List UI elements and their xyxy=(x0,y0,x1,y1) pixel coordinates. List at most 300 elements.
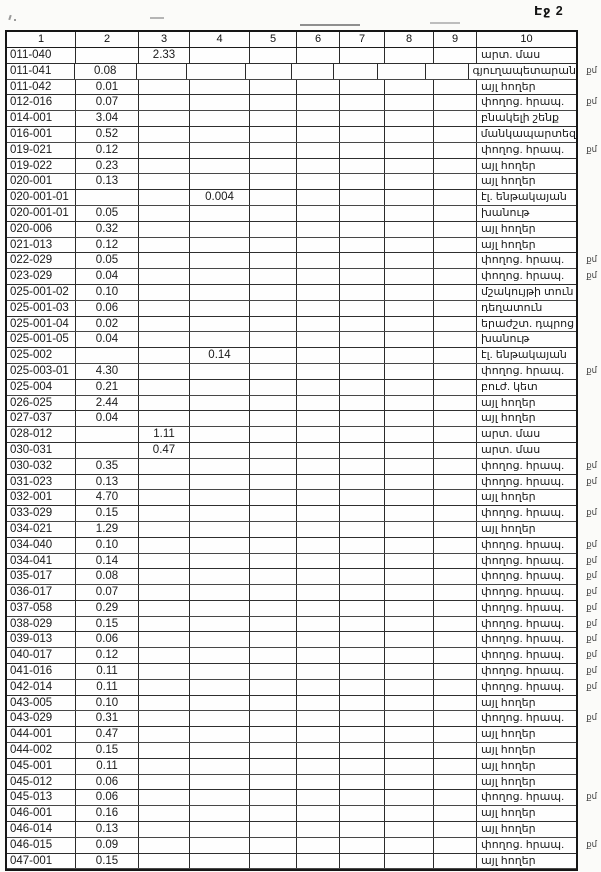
land-use-cell: փողոց. հրապ. xyxy=(481,538,565,551)
empty-cell xyxy=(250,475,297,490)
parcel-code-cell: 038-029 xyxy=(7,617,76,632)
table-row xyxy=(7,554,597,570)
parcel-code-cell: 044-001 xyxy=(7,727,76,742)
area-value-cell xyxy=(139,727,190,742)
empty-cell xyxy=(385,775,434,790)
empty-cell xyxy=(340,443,385,458)
area-value-cell: 0.04 xyxy=(76,332,139,347)
empty-cell xyxy=(250,696,297,711)
land-use-cell: փողոց. հրապ. xyxy=(481,364,565,377)
empty-cell xyxy=(250,222,297,237)
area-value-cell xyxy=(190,475,250,490)
empty-cell xyxy=(297,48,340,63)
land-use-cell: փողոց. հրապ. xyxy=(481,601,565,614)
page-number-label: Էջ 2 xyxy=(534,4,564,18)
empty-cell xyxy=(434,80,477,95)
empty-cell xyxy=(340,127,385,142)
area-value-cell xyxy=(139,364,190,379)
table-row xyxy=(7,127,576,143)
empty-cell xyxy=(426,64,468,79)
empty-cell xyxy=(434,490,477,505)
land-use-cell: փողոց. հրապ. xyxy=(481,554,565,567)
empty-cell xyxy=(434,459,477,474)
empty-cell xyxy=(434,190,477,205)
empty-cell xyxy=(250,490,297,505)
empty-cell xyxy=(297,601,340,616)
area-value-cell: 4.30 xyxy=(76,364,139,379)
margin-annotation: քմ xyxy=(586,507,597,518)
area-value-cell: 0.13 xyxy=(76,174,139,189)
empty-cell xyxy=(297,680,340,695)
empty-cell xyxy=(297,522,340,537)
margin-annotation: քմ xyxy=(586,633,597,644)
land-use-cell: այլ հողեր xyxy=(481,775,536,788)
empty-cell xyxy=(385,127,434,142)
empty-cell xyxy=(250,143,297,158)
empty-cell xyxy=(250,396,297,411)
table-row xyxy=(7,506,597,522)
empty-cell xyxy=(385,711,434,726)
area-value-cell xyxy=(139,301,190,316)
area-value-cell: 0.08 xyxy=(75,64,137,79)
empty-cell xyxy=(340,711,385,726)
empty-cell xyxy=(250,427,297,442)
empty-cell xyxy=(250,301,297,316)
table-row xyxy=(7,475,597,491)
empty-cell xyxy=(385,554,434,569)
table-row xyxy=(7,143,597,159)
empty-cell xyxy=(250,253,297,268)
land-use-cell: այլ հողեր xyxy=(481,491,536,504)
empty-cell xyxy=(250,111,297,126)
area-value-cell xyxy=(190,538,250,553)
land-use-cell: երաժշտ. դպրոց xyxy=(481,317,575,330)
area-value-cell: 0.47 xyxy=(76,727,139,742)
area-value-cell: 0.09 xyxy=(76,838,139,853)
land-use-cell: փողոց. հրապ. xyxy=(481,665,565,678)
area-value-cell: 0.06 xyxy=(76,790,139,805)
area-value-cell xyxy=(139,522,190,537)
empty-cell xyxy=(250,569,297,584)
empty-cell xyxy=(297,285,340,300)
area-value-cell: 0.11 xyxy=(76,680,139,695)
land-use-cell: այլ հողեր xyxy=(481,696,536,709)
empty-cell xyxy=(297,301,340,316)
empty-cell xyxy=(385,743,434,758)
area-value-cell: 0.10 xyxy=(76,538,139,553)
empty-cell xyxy=(297,775,340,790)
empty-cell xyxy=(340,238,385,253)
empty-cell xyxy=(340,538,385,553)
empty-cell xyxy=(434,601,477,616)
empty-cell xyxy=(385,459,434,474)
empty-cell xyxy=(340,648,385,663)
land-use-cell: այլ հողեր xyxy=(481,807,536,820)
table-row xyxy=(7,854,576,870)
empty-cell xyxy=(434,838,477,853)
empty-cell xyxy=(340,206,385,221)
area-value-cell xyxy=(190,664,250,679)
empty-cell xyxy=(385,380,434,395)
parcel-code-cell: 037-058 xyxy=(7,601,76,616)
empty-cell xyxy=(385,475,434,490)
parcel-code-cell: 035-017 xyxy=(7,569,76,584)
empty-cell xyxy=(297,459,340,474)
margin-annotation: քմ xyxy=(586,96,597,107)
area-value-cell: 0.10 xyxy=(76,285,139,300)
empty-cell xyxy=(385,759,434,774)
land-use-cell: այլ հողեր xyxy=(481,222,536,235)
column-header: 8 xyxy=(385,32,434,47)
area-value-cell: 0.02 xyxy=(76,317,139,332)
area-value-cell: 0.16 xyxy=(76,806,139,821)
area-value-cell xyxy=(139,648,190,663)
empty-cell xyxy=(250,854,297,869)
parcel-code-cell: 045-013 xyxy=(7,790,76,805)
table-row xyxy=(7,427,576,443)
table-body xyxy=(7,48,597,869)
empty-cell xyxy=(250,601,297,616)
land-use-cell: փողոց. հրապ. xyxy=(481,712,565,725)
area-value-cell xyxy=(139,111,190,126)
empty-cell xyxy=(250,364,297,379)
area-value-cell xyxy=(190,411,250,426)
parcel-code-cell: 025-002 xyxy=(7,348,76,363)
empty-cell xyxy=(434,238,477,253)
parcel-code-cell: 028-012 xyxy=(7,427,76,442)
empty-cell xyxy=(250,775,297,790)
empty-cell xyxy=(340,190,385,205)
empty-cell xyxy=(297,443,340,458)
area-value-cell: 0.14 xyxy=(190,348,250,363)
area-value-cell: 0.47 xyxy=(139,443,190,458)
empty-cell xyxy=(340,522,385,537)
table-row xyxy=(7,348,576,364)
empty-cell xyxy=(297,648,340,663)
empty-cell xyxy=(385,727,434,742)
empty-cell xyxy=(340,285,385,300)
table-row xyxy=(7,743,576,759)
empty-cell xyxy=(434,174,477,189)
area-value-cell: 0.004 xyxy=(190,190,250,205)
empty-cell xyxy=(434,648,477,663)
parcel-code-cell: 025-001-03 xyxy=(7,301,76,316)
margin-annotation: քմ xyxy=(586,475,597,486)
table-row xyxy=(7,285,576,301)
area-value-cell xyxy=(190,775,250,790)
area-value-cell xyxy=(190,822,250,837)
empty-cell xyxy=(385,648,434,663)
land-use-cell: այլ հողեր xyxy=(481,412,536,425)
empty-cell xyxy=(385,364,434,379)
empty-cell xyxy=(297,743,340,758)
empty-cell xyxy=(297,411,340,426)
area-value-cell xyxy=(139,475,190,490)
area-value-cell: 0.35 xyxy=(76,459,139,474)
empty-cell xyxy=(250,743,297,758)
empty-cell xyxy=(434,111,477,126)
area-value-cell xyxy=(139,159,190,174)
area-value-cell: 0.10 xyxy=(76,696,139,711)
empty-cell xyxy=(250,127,297,142)
empty-cell xyxy=(385,111,434,126)
empty-cell xyxy=(340,822,385,837)
empty-cell xyxy=(385,538,434,553)
area-value-cell xyxy=(190,95,250,110)
empty-cell xyxy=(340,317,385,332)
empty-cell xyxy=(434,822,477,837)
empty-cell xyxy=(385,332,434,347)
empty-cell xyxy=(385,190,434,205)
area-value-cell xyxy=(190,301,250,316)
empty-cell xyxy=(250,332,297,347)
parcel-code-cell: 030-032 xyxy=(7,459,76,474)
parcel-code-cell: 040-017 xyxy=(7,648,76,663)
empty-cell xyxy=(340,696,385,711)
parcel-code-cell: 046-014 xyxy=(7,822,76,837)
area-value-cell xyxy=(139,822,190,837)
column-header: 5 xyxy=(250,32,297,47)
empty-cell xyxy=(250,727,297,742)
empty-cell xyxy=(250,822,297,837)
table-row xyxy=(7,332,576,348)
column-header: 2 xyxy=(76,32,139,47)
empty-cell xyxy=(250,206,297,221)
parcel-code-cell: 043-029 xyxy=(7,711,76,726)
land-use-cell: փողոց. հրապ. xyxy=(481,586,565,599)
empty-cell xyxy=(250,174,297,189)
empty-cell xyxy=(250,80,297,95)
scan-artifact xyxy=(430,22,460,24)
empty-cell xyxy=(385,569,434,584)
empty-cell xyxy=(340,459,385,474)
table-row xyxy=(7,190,576,206)
land-use-cell: փողոց. հրապ. xyxy=(481,617,565,630)
empty-cell xyxy=(340,301,385,316)
empty-cell xyxy=(297,727,340,742)
empty-cell xyxy=(340,632,385,647)
area-value-cell: 0.07 xyxy=(76,585,139,600)
empty-cell xyxy=(434,95,477,110)
empty-cell xyxy=(385,159,434,174)
area-value-cell xyxy=(190,443,250,458)
area-value-cell xyxy=(190,601,250,616)
margin-annotation: քմ xyxy=(586,680,597,691)
empty-cell xyxy=(250,806,297,821)
column-header: 1 xyxy=(7,32,76,47)
empty-cell xyxy=(385,396,434,411)
area-value-cell: 0.12 xyxy=(76,238,139,253)
empty-cell xyxy=(385,80,434,95)
empty-cell xyxy=(340,743,385,758)
empty-cell xyxy=(340,174,385,189)
table-row xyxy=(7,317,576,333)
empty-cell xyxy=(385,806,434,821)
empty-cell xyxy=(340,380,385,395)
empty-cell xyxy=(297,506,340,521)
empty-cell xyxy=(297,427,340,442)
column-header: 7 xyxy=(340,32,385,47)
parcel-code-cell: 042-014 xyxy=(7,680,76,695)
area-value-cell xyxy=(190,838,250,853)
margin-annotation: քմ xyxy=(586,617,597,628)
area-value-cell xyxy=(139,632,190,647)
parcel-code-cell: 027-037 xyxy=(7,411,76,426)
empty-cell xyxy=(250,95,297,110)
empty-cell xyxy=(297,554,340,569)
empty-cell xyxy=(434,790,477,805)
empty-cell xyxy=(340,727,385,742)
parcel-code-cell: 019-021 xyxy=(7,143,76,158)
land-use-cell: այլ հողեր xyxy=(481,728,536,741)
empty-cell xyxy=(434,759,477,774)
area-value-cell xyxy=(190,648,250,663)
area-value-cell: 0.29 xyxy=(76,601,139,616)
table-row xyxy=(7,806,576,822)
area-value-cell xyxy=(139,617,190,632)
empty-cell xyxy=(340,427,385,442)
table-row xyxy=(7,380,576,396)
area-value-cell xyxy=(139,285,190,300)
land-use-cell: փողոց. հրապ. xyxy=(481,791,565,804)
land-use-cell: այլ հողեր xyxy=(481,159,536,172)
parcel-code-cell: 034-041 xyxy=(7,554,76,569)
empty-cell xyxy=(297,159,340,174)
table-row xyxy=(7,159,576,175)
empty-cell xyxy=(250,411,297,426)
empty-cell xyxy=(250,317,297,332)
table-row xyxy=(7,822,576,838)
area-value-cell xyxy=(190,790,250,805)
area-value-cell xyxy=(139,554,190,569)
empty-cell xyxy=(297,206,340,221)
area-value-cell xyxy=(190,174,250,189)
empty-cell xyxy=(340,332,385,347)
empty-cell xyxy=(434,348,477,363)
area-value-cell xyxy=(139,601,190,616)
area-value-cell xyxy=(139,190,190,205)
table-row xyxy=(7,617,597,633)
empty-cell xyxy=(340,95,385,110)
area-value-cell xyxy=(139,411,190,426)
margin-annotation: քմ xyxy=(586,254,597,265)
empty-cell xyxy=(340,759,385,774)
parcel-code-cell: 020-006 xyxy=(7,222,76,237)
parcel-code-cell: 047-001 xyxy=(7,854,76,869)
empty-cell xyxy=(250,269,297,284)
empty-cell xyxy=(434,538,477,553)
area-value-cell xyxy=(190,585,250,600)
area-value-cell xyxy=(190,332,250,347)
empty-cell xyxy=(297,790,340,805)
land-use-cell: խանութ xyxy=(481,333,530,346)
land-use-cell: այլ հողեր xyxy=(481,522,536,535)
parcel-code-cell: 030-031 xyxy=(7,443,76,458)
empty-cell xyxy=(340,48,385,63)
area-value-cell xyxy=(139,775,190,790)
empty-cell xyxy=(297,127,340,142)
empty-cell xyxy=(297,538,340,553)
empty-cell xyxy=(385,680,434,695)
area-value-cell xyxy=(190,364,250,379)
scan-artifact xyxy=(150,17,164,19)
area-value-cell xyxy=(190,806,250,821)
empty-cell xyxy=(297,80,340,95)
area-value-cell xyxy=(190,759,250,774)
empty-cell xyxy=(340,601,385,616)
empty-cell xyxy=(434,396,477,411)
land-use-cell: փողոց. հրապ. xyxy=(481,143,565,156)
area-value-cell xyxy=(139,490,190,505)
land-use-cell: այլ հողեր xyxy=(481,823,536,836)
parcel-code-cell: 045-001 xyxy=(7,759,76,774)
area-value-cell: 0.06 xyxy=(76,301,139,316)
empty-cell xyxy=(340,569,385,584)
empty-cell xyxy=(434,380,477,395)
empty-cell xyxy=(297,617,340,632)
area-value-cell: 0.13 xyxy=(76,822,139,837)
empty-cell xyxy=(250,711,297,726)
table-row xyxy=(7,790,597,806)
table-row xyxy=(7,364,597,380)
area-value-cell xyxy=(190,522,250,537)
land-use-cell: այլ հողեր xyxy=(481,175,536,188)
area-value-cell xyxy=(190,111,250,126)
empty-cell xyxy=(340,411,385,426)
area-value-cell xyxy=(139,585,190,600)
area-value-cell: 0.01 xyxy=(76,80,139,95)
empty-cell xyxy=(434,854,477,869)
empty-cell xyxy=(297,222,340,237)
area-value-cell xyxy=(139,253,190,268)
empty-cell xyxy=(434,775,477,790)
area-value-cell xyxy=(190,743,250,758)
empty-cell xyxy=(297,569,340,584)
table-row xyxy=(7,727,576,743)
empty-cell xyxy=(250,190,297,205)
empty-cell xyxy=(297,95,340,110)
empty-cell xyxy=(434,411,477,426)
empty-cell xyxy=(434,222,477,237)
table-row xyxy=(7,222,576,238)
empty-cell xyxy=(434,253,477,268)
land-use-cell: փողոց. հրապ. xyxy=(481,254,565,267)
empty-cell xyxy=(250,838,297,853)
empty-cell xyxy=(385,238,434,253)
empty-cell xyxy=(297,838,340,853)
area-value-cell xyxy=(139,95,190,110)
empty-cell xyxy=(340,396,385,411)
table-row xyxy=(7,174,576,190)
empty-cell xyxy=(250,538,297,553)
land-use-cell: այլ հողեր xyxy=(481,744,536,757)
area-value-cell xyxy=(139,174,190,189)
table-row xyxy=(7,111,576,127)
table-row xyxy=(7,206,576,222)
land-use-cell: այլ հողեր xyxy=(481,238,536,251)
empty-cell xyxy=(385,506,434,521)
empty-cell xyxy=(385,490,434,505)
empty-cell xyxy=(250,443,297,458)
empty-cell xyxy=(434,364,477,379)
area-value-cell: 0.06 xyxy=(76,632,139,647)
table-row xyxy=(7,838,597,854)
land-use-cell: արտ. մաս xyxy=(481,443,541,456)
area-value-cell xyxy=(190,569,250,584)
area-value-cell: 1.29 xyxy=(76,522,139,537)
area-value-cell xyxy=(139,332,190,347)
parcel-code-cell: 011-041 xyxy=(7,64,75,79)
